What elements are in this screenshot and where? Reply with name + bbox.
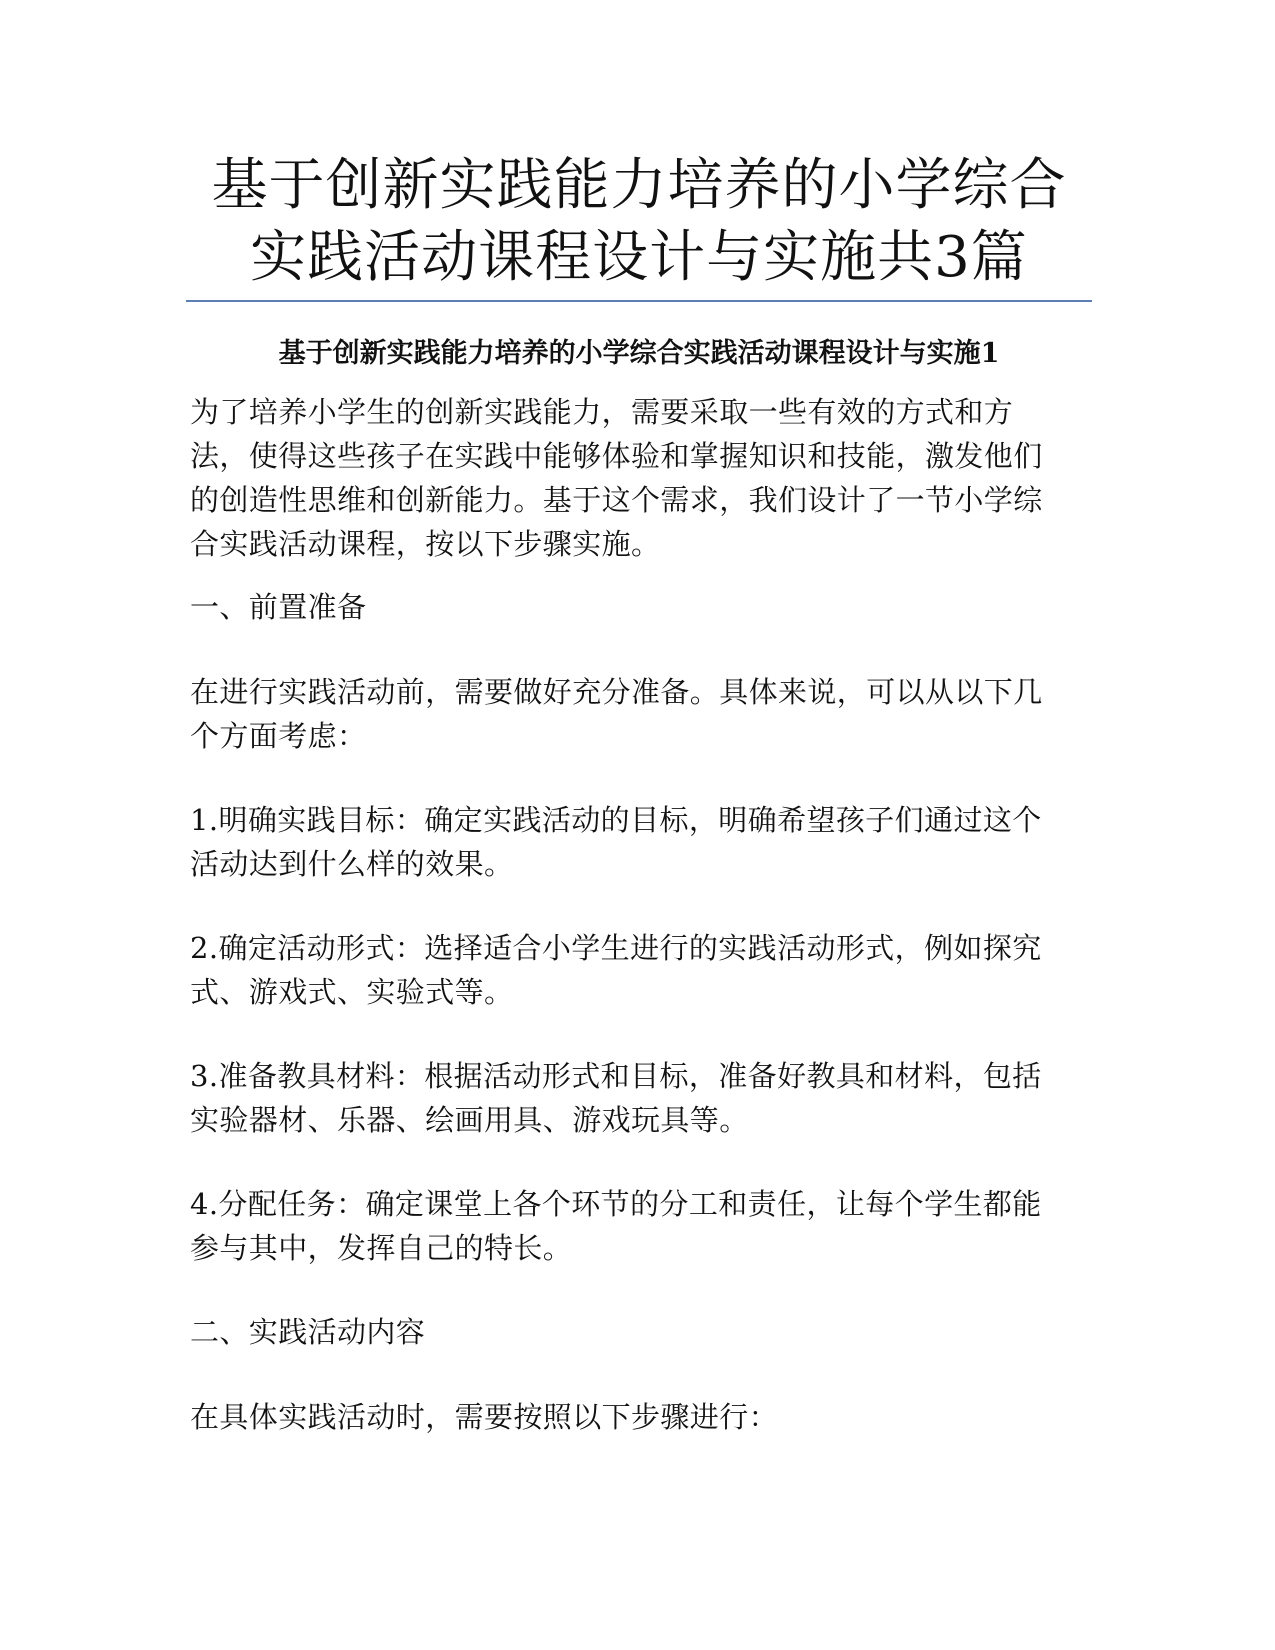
list-item-4: 4.分配任务：确定课堂上各个环节的分工和责任，让每个学生都能参与其中，发挥自己的特长。: [190, 1187, 1042, 1265]
section-heading: 基于创新实践能力培养的小学综合实践活动课程设计与实施1: [278, 338, 1000, 369]
preparation-paragraph: 在进行实践活动前，需要做好充分准备。具体来说，可以从以下几个方面考虑：: [190, 675, 1043, 753]
intro-paragraph: 为了培养小学生的创新实践能力，需要采取一些有效的方式和方法，使得这些孩子在实践中能够体验和掌握知识和技能，激发他们的创造性思维和创新能力。基于这个需求，我们设计了一节小学综合实践活动课程，按以下步骤实施。: [190, 395, 1043, 561]
heading-activity-content: 二、实践活动内容: [190, 1315, 426, 1349]
list-item-2: 2.确定活动形式：选择适合小学生进行的实践活动形式，例如探究式、游戏式、实验式等。: [190, 931, 1042, 1009]
document-title: 基于创新实践能力培养的小学综合实践活动课程设计与实施共3篇: [211, 153, 1067, 290]
heading-preparation: 一、前置准备: [190, 590, 367, 624]
list-item-3: 3.准备教具材料：根据活动形式和目标，准备好教具和材料，包括实验器材、乐器、绘画用具、游戏玩具等。: [190, 1059, 1042, 1137]
list-item-1: 1.明确实践目标：确定实践活动的目标，明确希望孩子们通过这个活动达到什么样的效果。: [190, 803, 1042, 881]
activity-paragraph: 在具体实践活动时，需要按照以下步骤进行：: [190, 1400, 779, 1434]
title-divider: [186, 300, 1092, 302]
